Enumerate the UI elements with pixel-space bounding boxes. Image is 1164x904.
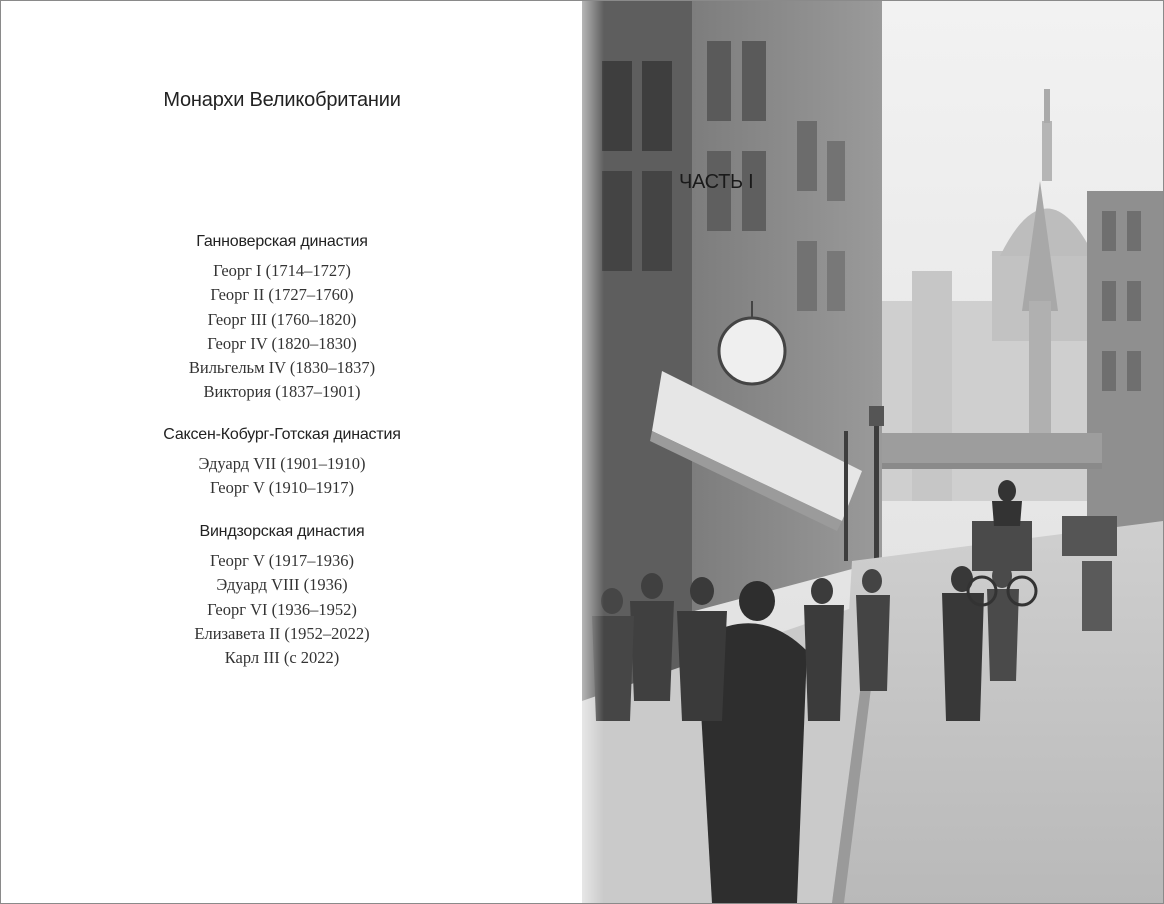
list-item: Эдуард VII (1901–1910) [198, 454, 366, 473]
gutter-shadow [582, 1, 604, 903]
dynasty-name: Саксен-Кобург-Готская династия [163, 426, 401, 443]
list-item: Георг V (1917–1936) [210, 551, 354, 570]
dynasty-hanover [1, 233, 563, 405]
dynasty-windsor [1, 523, 563, 670]
dynasty-name: Ганноверская династия [196, 233, 368, 250]
monarch-list [1, 549, 563, 670]
list-item: Георг III (1760–1820) [207, 309, 357, 329]
list-item: Эдуард VIII (1936) [216, 575, 348, 595]
list-item: Георг IV (1820–1830) [207, 333, 357, 353]
dynasty-name: Виндзорская династия [199, 523, 365, 540]
monarch-list [1, 452, 563, 501]
part-label: ЧАСТЬ I [679, 171, 754, 193]
list-item: Карл III (с 2022) [224, 648, 340, 668]
list-item: Георг I (1714–1727) [213, 261, 351, 280]
list-item: Елизавета II (1952–2022) [194, 623, 370, 643]
monarch-list [1, 259, 563, 405]
page-title: Монархи Великобритании [163, 89, 401, 111]
list-item: Георг II (1727–1760) [210, 285, 354, 305]
right-page [582, 1, 1163, 903]
list-item: Георг V (1910–1917) [210, 478, 354, 498]
list-item: Виктория (1837–1901) [203, 382, 361, 402]
list-item: Георг VI (1936–1952) [207, 599, 357, 619]
left-page [1, 1, 582, 903]
street-photo [582, 1, 1163, 903]
dynasty-saxe-coburg [1, 426, 563, 501]
list-item: Вильгельм IV (1830–1837) [188, 358, 376, 378]
